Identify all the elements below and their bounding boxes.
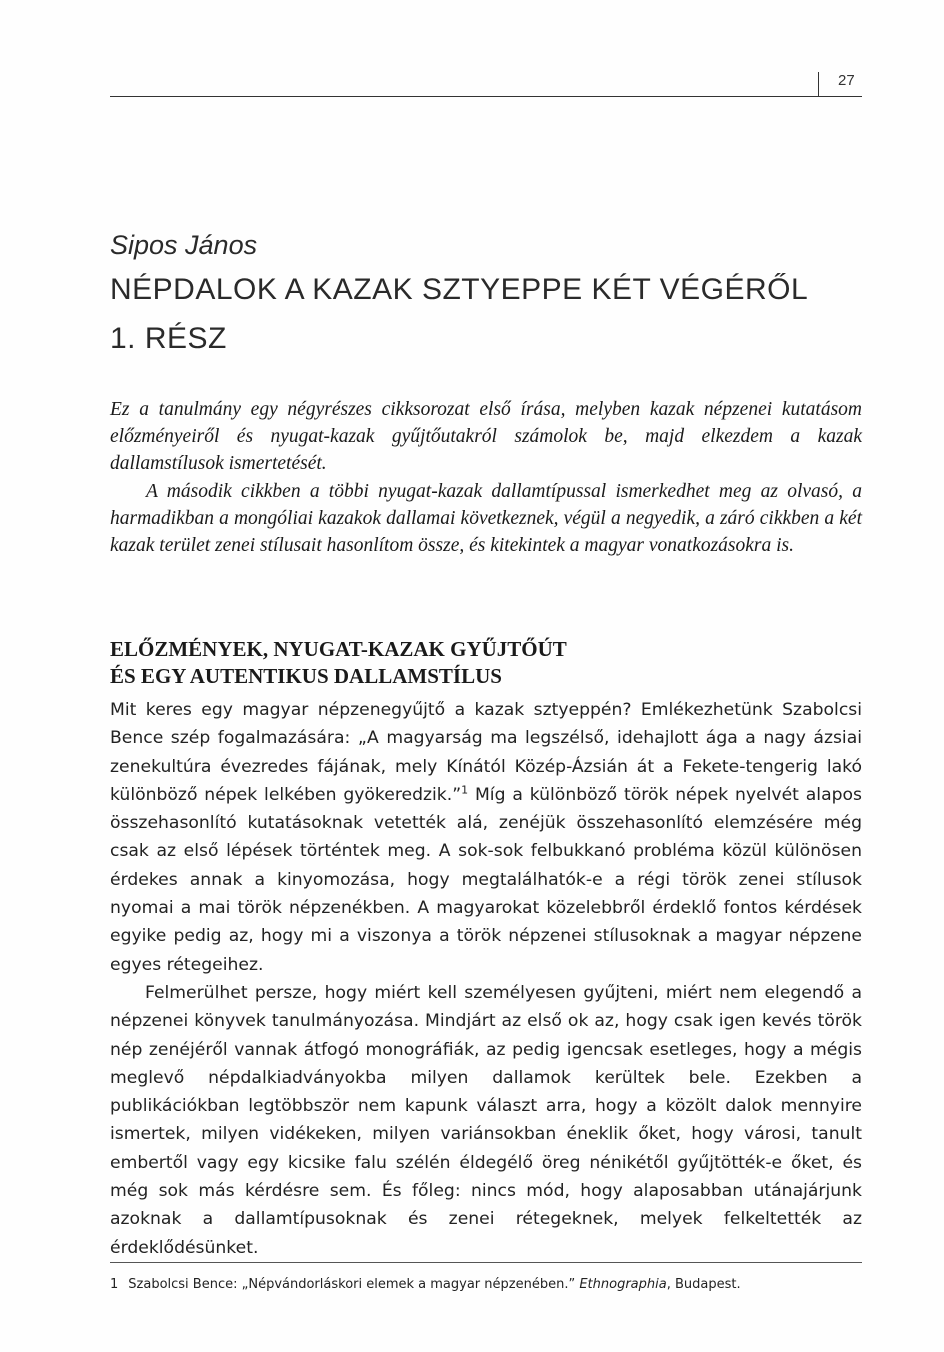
footnote-journal: Ethnographia	[579, 1277, 667, 1292]
footnote-reference[interactable]: 1	[461, 783, 469, 797]
body-paragraph	[110, 696, 862, 979]
footnote-number: 1	[110, 1277, 119, 1292]
section-heading-line: ELŐZMÉNYEK, NYUGAT-KAZAK GYŰJTŐÚT	[110, 637, 567, 661]
header-rule	[110, 96, 862, 97]
article-part: 1. RÉSZ	[110, 322, 227, 355]
paragraph-text: Míg a különböző török népek nyelvét alapos összehasonlító kutatásoknak vetették alá, zenéjük összehasonlító elemzésére még csak az első lépések történtek meg. A sok-sok felbukkanó probléma közül különösen érdekes annak a kinyomozása, hogy megtalálhatók-e a régi török zenei stílusok nyomai a mai török népzenékben. A magyarokat közelebbről érdeklő fontos kérdések egyike pedig az, hogy mi a viszonya a török népzenei stílusoknak a magyar népzene egyes rétegeihez.	[110, 784, 862, 975]
abstract-paragraph: A második cikkben a többi nyugat-kazak dallamtípussal ismerkedhet meg az olvasó, a harmadikban a mongóliai kazakok dallamai következnek, végül a negyedik, a záró cikkben a két kazak terület zenei stílusait hasonlítom össze, és kitekintek a magyar vonatkozásokra is.	[110, 480, 862, 557]
abstract-paragraph: Ez a tanulmány egy négyrészes cikksorozat első írása, melyben kazak népzenei kutatásom előzményeiről és nyugat-kazak gyűjtőutakról számolok be, majd elkezdem a kazak dallamstílusok ismertetését.	[110, 399, 862, 475]
section-heading	[110, 636, 567, 690]
paragraph-text: Mit keres egy magyar népzenegyűjtő a kazak sztyeppén? Emlékezhetünk Szabolcsi Bence szép fogalmazására: „A magyarság ma legszélső, idehajlott ága a nagy ázsiai zenekultúra évezredes fájának, mely Kínától Közép-Ázsián át a Fekete-tengerig lakó különböző népek lelkében gyökeredzik.”	[110, 700, 862, 805]
footnote-place: , Budapest.	[666, 1277, 741, 1292]
section-heading-line: ÉS EGY AUTENTIKUS DALLAMSTÍLUS	[110, 664, 502, 688]
footnote	[110, 1277, 862, 1292]
header-divider	[818, 72, 819, 96]
article-author: Sipos János	[110, 230, 258, 260]
abstract	[110, 396, 862, 559]
article-title: NÉPDALOK A KAZAK SZTYEPPE KÉT VÉGÉRŐL	[110, 273, 809, 306]
page-number: 27	[838, 72, 855, 89]
footnote-text: Szabolcsi Bence: „Népvándorláskori elemek a magyar népzenében.”	[128, 1277, 576, 1292]
body-text	[110, 696, 862, 1262]
body-paragraph: Felmerülhet persze, hogy miért kell személyesen gyűjteni, miért nem elegendő a népzenei könyvek tanulmányozása. Mindjárt az első ok az, hogy csak igen kevés török nép zenéjéről vannak átfogó monográfiák, az pedig igencsak esetleges, hogy a mégis meglevő népdalkiadványokba milyen dallamok kerültek bele. Ezekben a publikációkban legtöbbször nem kapunk választ arra, hogy a közölt dalok mennyire ismertek, milyen vidékeken, milyen variánsokban éneklik őket, hogy városi, tanult embertől vagy egy kicsike falu szélén éldegélő öreg nénikétől gyűjtötték-e őket, és még sok más kérdésre sem. És főleg: nincs mód, hogy alaposabban utánajárjunk azoknak a dallamtípusoknak és zenei rétegeknek, melyek felkeltették az érdeklődésünket.	[110, 982, 862, 1258]
footnote-rule	[110, 1262, 862, 1263]
